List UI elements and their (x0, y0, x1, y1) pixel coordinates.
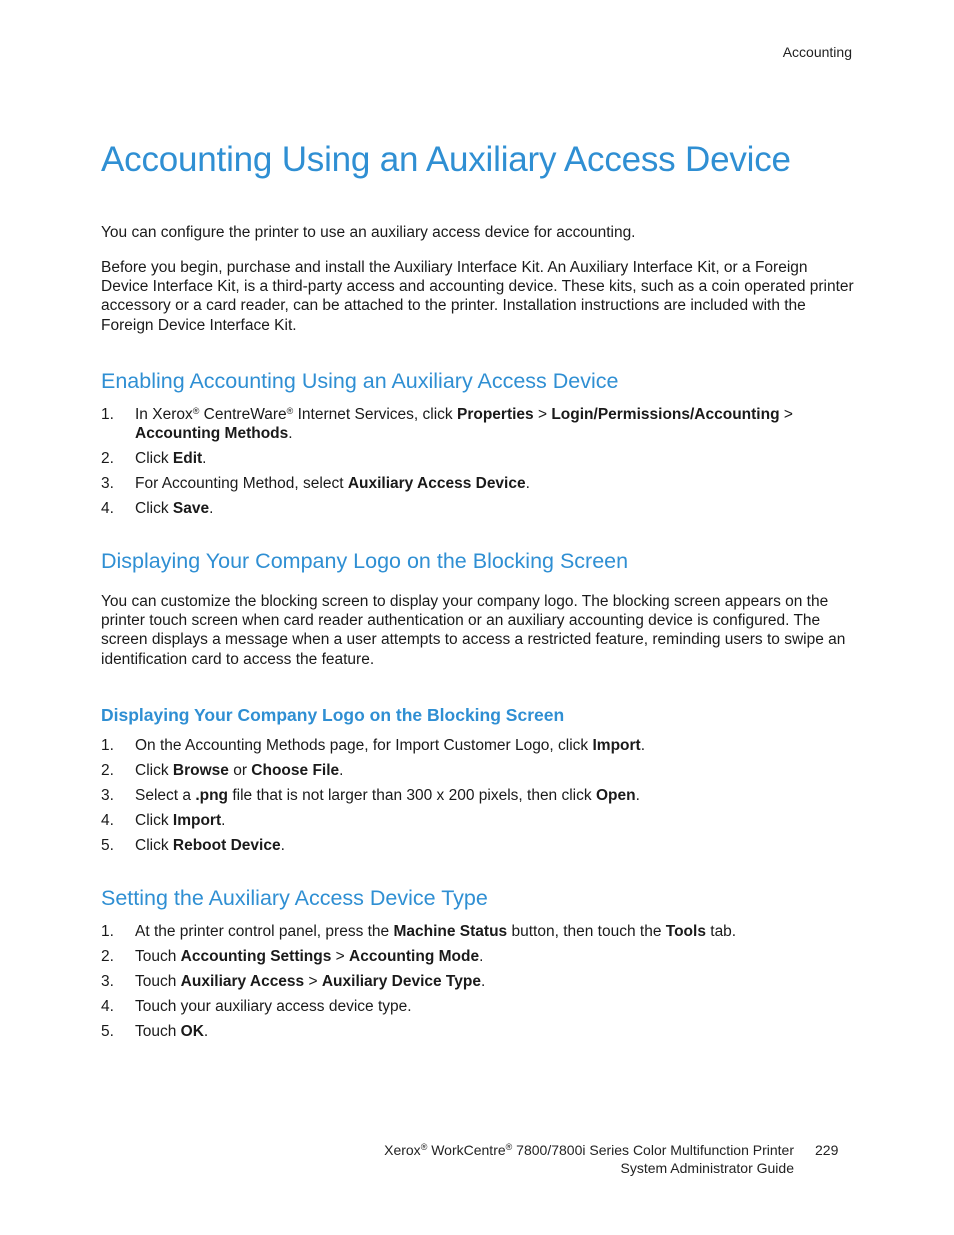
before-you-begin-paragraph: Before you begin, purchase and install the Auxiliary Interface Kit. An Auxiliary Interface Kit, or a Foreign Device Interface Kit, is a third-party access and accounting device. These kits, such as a coin operated printer accessory or a card reader, can be attached to the printer. Installation instructions are included with the Foreign Device Interface Kit. (101, 259, 854, 334)
footer-guide-line: System Administrator Guide (620, 1160, 794, 1176)
list-item: 2. Click Browse or Choose File. (101, 762, 344, 779)
logo-steps (101, 736, 856, 855)
page-title: Accounting Using an Auxiliary Access Device (101, 140, 791, 179)
device-type-heading: Setting the Auxiliary Access Device Type (101, 886, 488, 910)
logo-subheading: Displaying Your Company Logo on the Blocking Screen (101, 705, 565, 725)
list-item: 3. For Accounting Method, select Auxiliary Access Device. (101, 475, 530, 493)
enabling-heading: Enabling Accounting Using an Auxiliary Access Device (101, 369, 619, 393)
logo-paragraph: You can customize the blocking screen to display your company logo. The blocking screen appears on the printer touch screen when card reader authentication or an auxiliary accounting device is configured. The screen displays a message when a user attempts to access a restricted feature, reminding users to swipe an identification card to access the feature. (101, 593, 846, 668)
list-item: 5. Touch OK. (101, 1023, 209, 1040)
logo-heading: Displaying Your Company Logo on the Blocking Screen (101, 549, 629, 573)
list-item: 1. At the printer control panel, press the Machine Status button, then touch the Tools tab. (101, 923, 737, 940)
list-item: 3. Touch Auxiliary Access > Auxiliary Device Type. (101, 973, 486, 990)
list-item: 5. Click Reboot Device. (101, 837, 285, 854)
footer (384, 1141, 794, 1177)
list-item: 4. Touch your auxiliary access device type. (101, 998, 412, 1015)
list-item: 4. Click Import. (101, 812, 226, 829)
intro-paragraph: You can configure the printer to use an auxiliary access device for accounting. (101, 224, 636, 241)
footer-product-line: Xerox® WorkCentre® 7800/7800i Series Color Multifunction Printer (384, 1142, 794, 1158)
list-item: 2. Touch Accounting Settings > Accounting Mode. (101, 948, 484, 965)
list-item: 4. Click Save. (101, 500, 214, 518)
list-item: 2. Click Edit. (101, 450, 207, 468)
running-header: Accounting (782, 44, 852, 60)
list-item: 3. Select a .png file that is not larger than 300 x 200 pixels, then click Open. (101, 787, 640, 804)
list-item: 1. In Xerox® CentreWare® Internet Services, click Properties > Login/Permissions/Accounting > Accounting Methods. (101, 406, 793, 443)
device-type-steps (101, 922, 856, 1041)
list-item: 1. On the Accounting Methods page, for Import Customer Logo, click Import. (101, 737, 646, 754)
enabling-steps (101, 405, 856, 518)
page-number: 229 (815, 1142, 839, 1158)
